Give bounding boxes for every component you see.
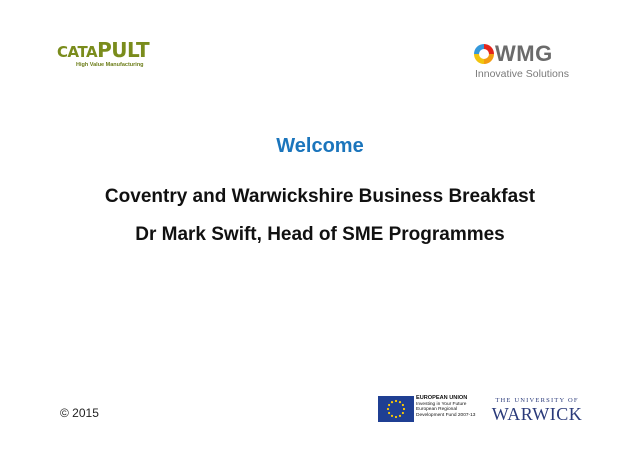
wmg-logo <box>472 42 587 82</box>
catapult-logo <box>57 40 157 74</box>
speaker-line: Dr Mark Swift, Head of SME Programmes <box>135 224 505 245</box>
event-title: Coventry and Warwickshire Business Breakfast <box>104 186 536 207</box>
catapult-tagline: High Value Manufacturing <box>76 62 144 68</box>
eu-flag-icon <box>378 396 414 422</box>
catapult-wordmark: CATAPULT <box>57 38 150 62</box>
copyright-text: © 2015 <box>60 406 99 420</box>
eu-text <box>416 396 484 418</box>
warwick-wordmark: WARWICK <box>491 404 583 424</box>
welcome-heading: Welcome <box>276 135 364 157</box>
eu-line: Investing in Your Future <box>416 401 467 407</box>
eu-line: Development Fund 2007-13 <box>416 412 476 418</box>
eu-line: EUROPEAN UNION <box>416 395 468 401</box>
eu-logo <box>378 396 482 424</box>
eu-line: European Regional <box>416 407 458 413</box>
wmg-subtitle: Innovative Solutions <box>475 68 569 80</box>
wmg-wordmark: WMG <box>495 41 553 66</box>
wmg-swirl-icon <box>472 42 496 66</box>
eu-stars-icon <box>378 396 414 422</box>
warwick-small-text: THE UNIVERSITY OF <box>495 397 579 404</box>
warwick-logo <box>487 397 587 427</box>
